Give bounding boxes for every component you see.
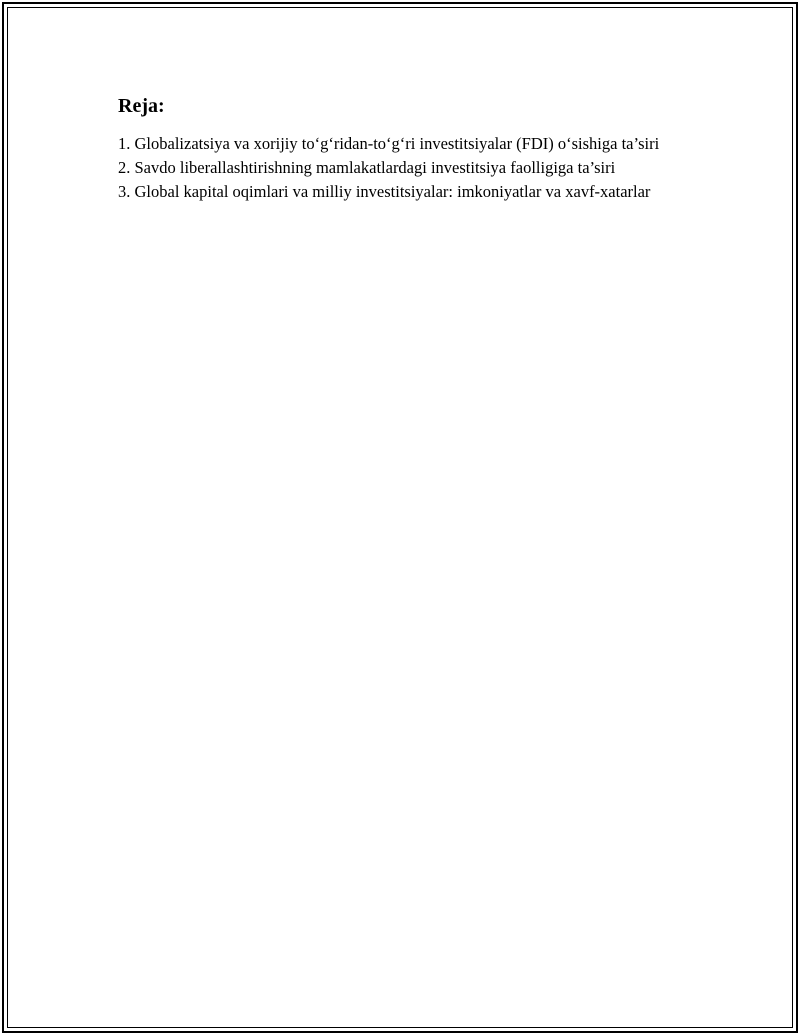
plan-item-2: 2. Savdo liberallashtirishning mamlakatlardagi investitsiya faolligiga ta’siri [118, 158, 616, 177]
plan-item-1: 1. Globalizatsiya va xorijiy to‘g‘ridan-to‘g‘ri investitsiyalar (FDI) o‘sishiga ta’siri [118, 134, 660, 153]
plan-item-3: 3. Global kapital oqimlari va milliy investitsiyalar: imkoniyatlar va xavf-xatarlar [118, 182, 651, 201]
plan-heading: Reja: [118, 95, 165, 117]
plan-list [118, 132, 678, 204]
document-content [118, 92, 678, 204]
